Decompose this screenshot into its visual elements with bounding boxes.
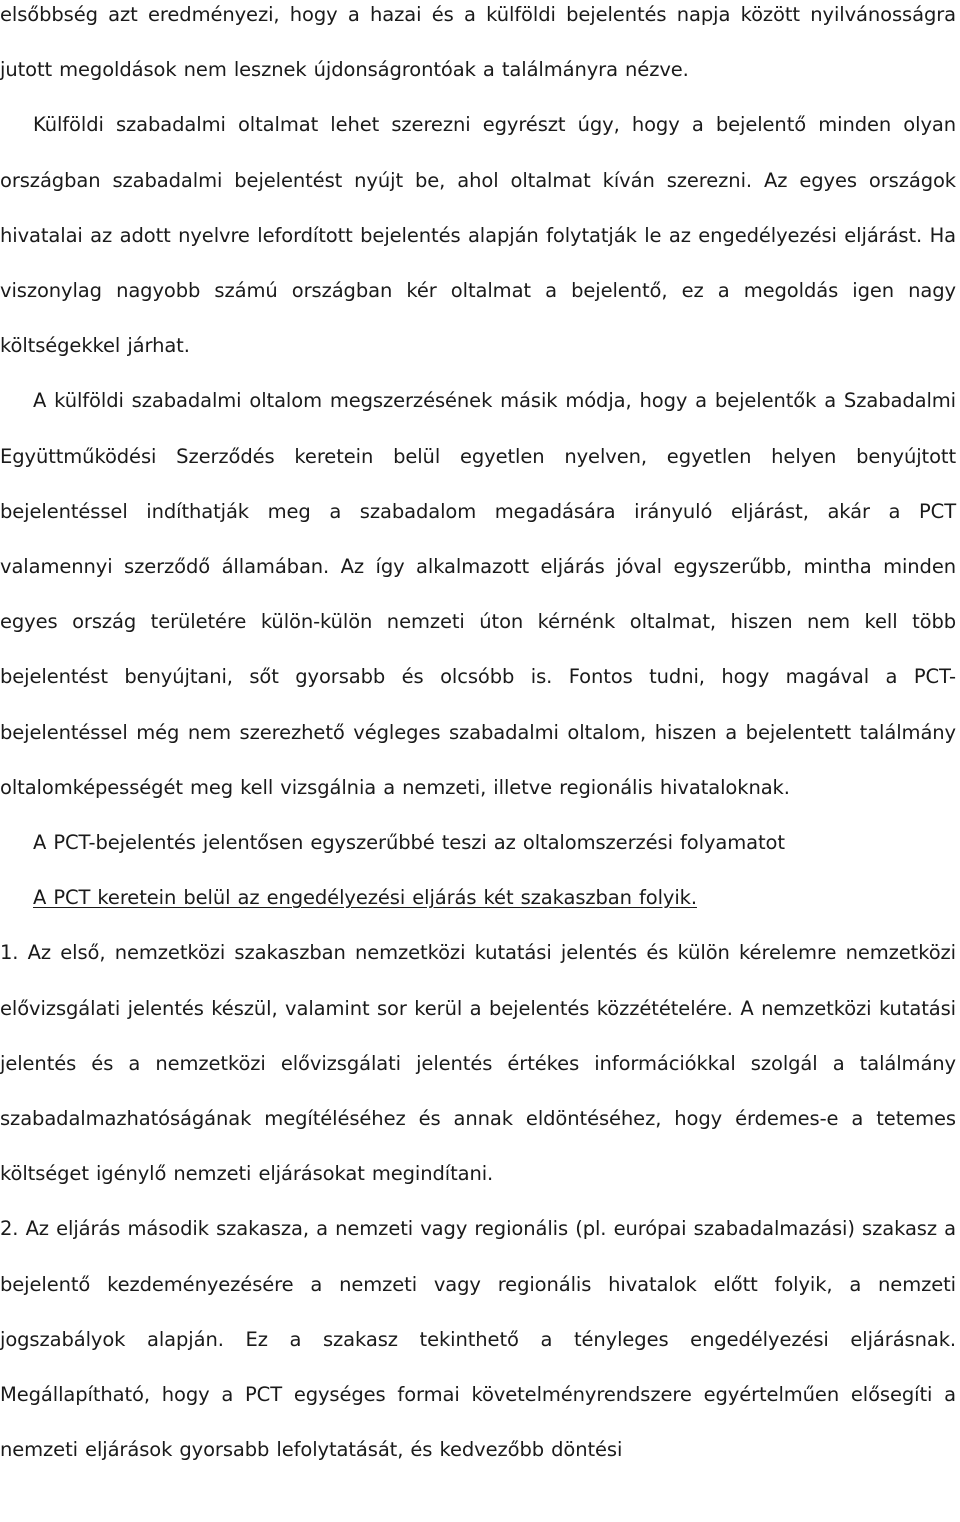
paragraph-national-phase: 2. Az eljárás második szakasza, a nemzeti vagy regionális (pl. európai szabadalmazási) szakasz a bejelentő kezdeményezésére a nemzeti vagy regionális hivatalok előtt folyik, a nemzeti jogszabályok alapján. Ez a szakasz tekinthető a tényleges engedélyezési eljárásnak. Megállapítható, hogy a PCT egységes formai követelményrendszere egyértelműen elősegíti a nemzeti eljárások gyorsabb lefolytatását, és kedvezőbb döntési xyxy=(0,1217,956,1462)
paragraph-pct-route: A külföldi szabadalmi oltalom megszerzésének másik módja, hogy a bejelentők a Szabadalmi Együttműködési Szerződés keretein belül egyetlen nyelven, egyetlen helyen benyújtott bejelentéssel indíthatják meg a szabadalom megadására irányuló eljárást, akár a PCT valamennyi szerződő államában. Az így alkalmazott eljárás jóval egyszerűbb, mintha minden egyes ország területére külön-külön nemzeti úton kérnénk oltalmat, hiszen nem kell több bejelentést benyújtani, sőt gyorsabb és olcsóbb is. Fontos tudni, hogy magával a PCT-bejelentéssel még nem szerezhető végleges szabadalmi oltalom, hiszen a bejelentett találmány oltalomképességét meg kell vizsgálnia a nemzeti, illetve regionális hivataloknak. xyxy=(0,389,956,799)
paragraph-pct-simplifies: A PCT-bejelentés jelentősen egyszerűbbé teszi az oltalomszerzési folyamatot xyxy=(33,831,785,855)
paragraph-priority-continuation: elsőbbség azt eredményezi, hogy a hazai és a külföldi bejelentés napja között nyilvánosságra jutott megoldások nem lesznek újdonságrontóak a találmányra nézve. xyxy=(0,3,956,82)
paragraph-foreign-patent-national-route: Külföldi szabadalmi oltalmat lehet szerezni egyrészt úgy, hogy a bejelentő minden olyan országban szabadalmi bejelentést nyújt be, ahol oltalmat kíván szerezni. Az egyes országok hivatalai az adott nyelvre lefordított bejelentés alapján folytatják le az engedélyezési eljárást. Ha viszonylag nagyobb számú országban kér oltalmat a bejelentő, ez a megoldás igen nagy költségekkel járhat. xyxy=(0,113,956,358)
paragraph-two-phases-heading: A PCT keretein belül az engedélyezési eljárás két szakaszban folyik. xyxy=(33,886,697,910)
paragraph-international-phase: 1. Az első, nemzetközi szakaszban nemzetközi kutatási jelentés és külön kérelemre nemzetközi elővizsgálati jelentés készül, valamint sor kerül a bejelentés közzétételére. A nemzetközi kutatási jelentés és a nemzetközi elővizsgálati jelentés értékes információkkal szolgál a találmány szabadalmazhatóságának megítéléséhez és annak eldöntéséhez, hogy érdemes-e a tetemes költséget igénylő nemzeti eljárásokat megindítani. xyxy=(0,941,956,1186)
